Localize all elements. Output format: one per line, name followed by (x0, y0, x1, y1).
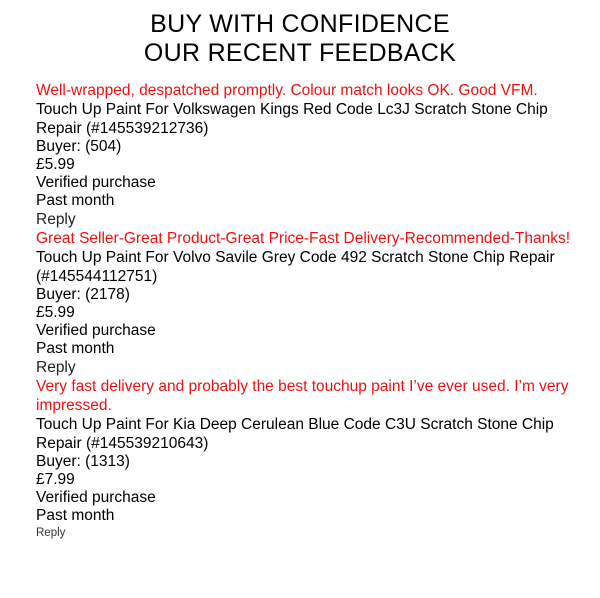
feedback-item-title[interactable]: Touch Up Paint For Volkswagen Kings Red Code Lc3J Scratch Stone Chip Repair (#145539212736) (36, 101, 548, 137)
feedback-date: Past month (36, 192, 115, 209)
feedback-buyer: Buyer: (504) (36, 138, 122, 155)
feedback-date: Past month (36, 507, 115, 524)
feedback-verified-purchase: Verified purchase (36, 174, 156, 191)
feedback-buyer: Buyer: (2178) (36, 286, 130, 303)
feedback-list (0, 81, 600, 541)
page-title (0, 10, 600, 68)
page-title-line-1: BUY WITH CONFIDENCE (150, 10, 450, 38)
feedback-item-title[interactable]: Touch Up Paint For Kia Deep Cerulean Blue Code C3U Scratch Stone Chip Repair (#145539210643) (36, 416, 554, 452)
feedback-buyer: Buyer: (1313) (36, 453, 130, 470)
feedback-price: £5.99 (36, 156, 75, 173)
feedback-date: Past month (36, 340, 115, 357)
feedback-verified-purchase: Verified purchase (36, 322, 156, 339)
list-item (36, 81, 588, 229)
page-title-line-2: OUR RECENT FEEDBACK (143, 39, 457, 67)
feedback-price: £7.99 (36, 471, 75, 488)
list-item (36, 229, 588, 377)
feedback-comment: Great Seller-Great Product-Great Price-Fast Delivery-Recommended-Thanks! (36, 230, 571, 247)
feedback-reply-link[interactable]: Reply (36, 359, 76, 376)
feedback-reply-link[interactable]: Reply (36, 527, 66, 539)
feedback-price: £5.99 (36, 304, 75, 321)
feedback-verified-purchase: Verified purchase (36, 489, 156, 506)
list-item (36, 377, 588, 541)
feedback-comment: Well-wrapped, despatched promptly. Colour match looks OK. Good VFM. (36, 82, 538, 99)
feedback-comment: Very fast delivery and probably the best touchup paint I’ve ever used. I’m very impressed. (36, 378, 569, 414)
feedback-item-title[interactable]: Touch Up Paint For Volvo Savile Grey Code 492 Scratch Stone Chip Repair (#145544112751) (36, 249, 555, 285)
feedback-reply-link[interactable]: Reply (36, 211, 76, 228)
